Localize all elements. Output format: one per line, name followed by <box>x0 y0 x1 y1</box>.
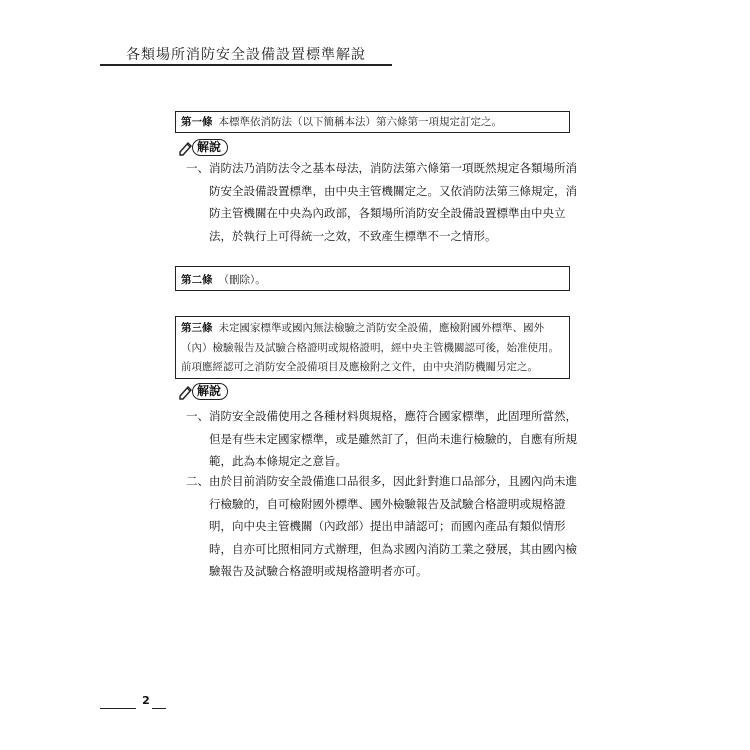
article-1-number: 第一條 <box>181 116 213 128</box>
explanation-badge-2 <box>178 383 228 400</box>
article-1-box <box>175 111 570 133</box>
page-number: 2 <box>142 694 150 707</box>
explanation-paragraph-1 <box>186 157 578 247</box>
footer-rule-right <box>152 708 166 709</box>
paragraph-text: 由於目前消防安全設備進口品很多，因此針對進口品部分，且國內尚未進行檢驗的，自可檢附國外標準、國外檢驗報告及試驗合格證明或規格證明，向中央主管機關（內政部）提出申請認可；而國內產品有類似情形時，自亦可比照相同方式辦理，但為求國內消防工業之發展，其由國內檢驗報告及試驗合格證明或規格證明者亦可。 <box>209 474 577 578</box>
explanation-paragraph-2 <box>186 405 578 473</box>
paragraph-text: 消防法乃消防法令之基本母法，消防法第六條第一項既然規定各類場所消防安全設備設置標準，由中央主管機關定之。又依消防法第三條規定，消防主管機關在中央為內政部，各類場所消防安全設備設置標準由中央立法，於執行上可得統一之效，不致產生標準不一之情形。 <box>209 161 577 243</box>
footer-rule-left <box>100 708 136 709</box>
article-2-number: 第二條 <box>181 274 213 286</box>
article-2-box <box>175 266 570 291</box>
article-3-text: 未定國家標準或國內無法檢驗之消防安全設備，應檢附國外標準、國外（內）檢驗報告及試驗合格證明或規格證明，經中央主管機關認可後，始准使用。前項應經認可之消防安全設備項目及應檢附之文件，由中央消防機關另定之。 <box>181 322 559 373</box>
article-2-text: （刪除）。 <box>218 274 266 286</box>
paragraph-text: 消防安全設備使用之各種材料與規格，應符合國家標準，此固理所當然，但是有些未定國家標準，或是雖然訂了，但尚未進行檢驗的，自應有所規範，此為本條規定之意旨。 <box>209 409 577 468</box>
article-3-box <box>175 316 570 379</box>
paragraph-number: 二、 <box>186 474 209 488</box>
explanation-label: 解說 <box>192 139 228 156</box>
header-rule <box>100 64 392 66</box>
paragraph-number: 一、 <box>186 409 209 423</box>
explanation-paragraph-3 <box>186 470 578 583</box>
explanation-label: 解說 <box>192 383 228 400</box>
running-header: 各類場所消防安全設備設置標準解說 <box>126 47 366 63</box>
article-1-text: 本標準依消防法（以下簡稱本法）第六條第一項規定訂定之。 <box>218 116 502 128</box>
paragraph-number: 一、 <box>186 161 209 175</box>
explanation-badge-1 <box>178 139 228 156</box>
article-3-number: 第三條 <box>181 322 213 334</box>
